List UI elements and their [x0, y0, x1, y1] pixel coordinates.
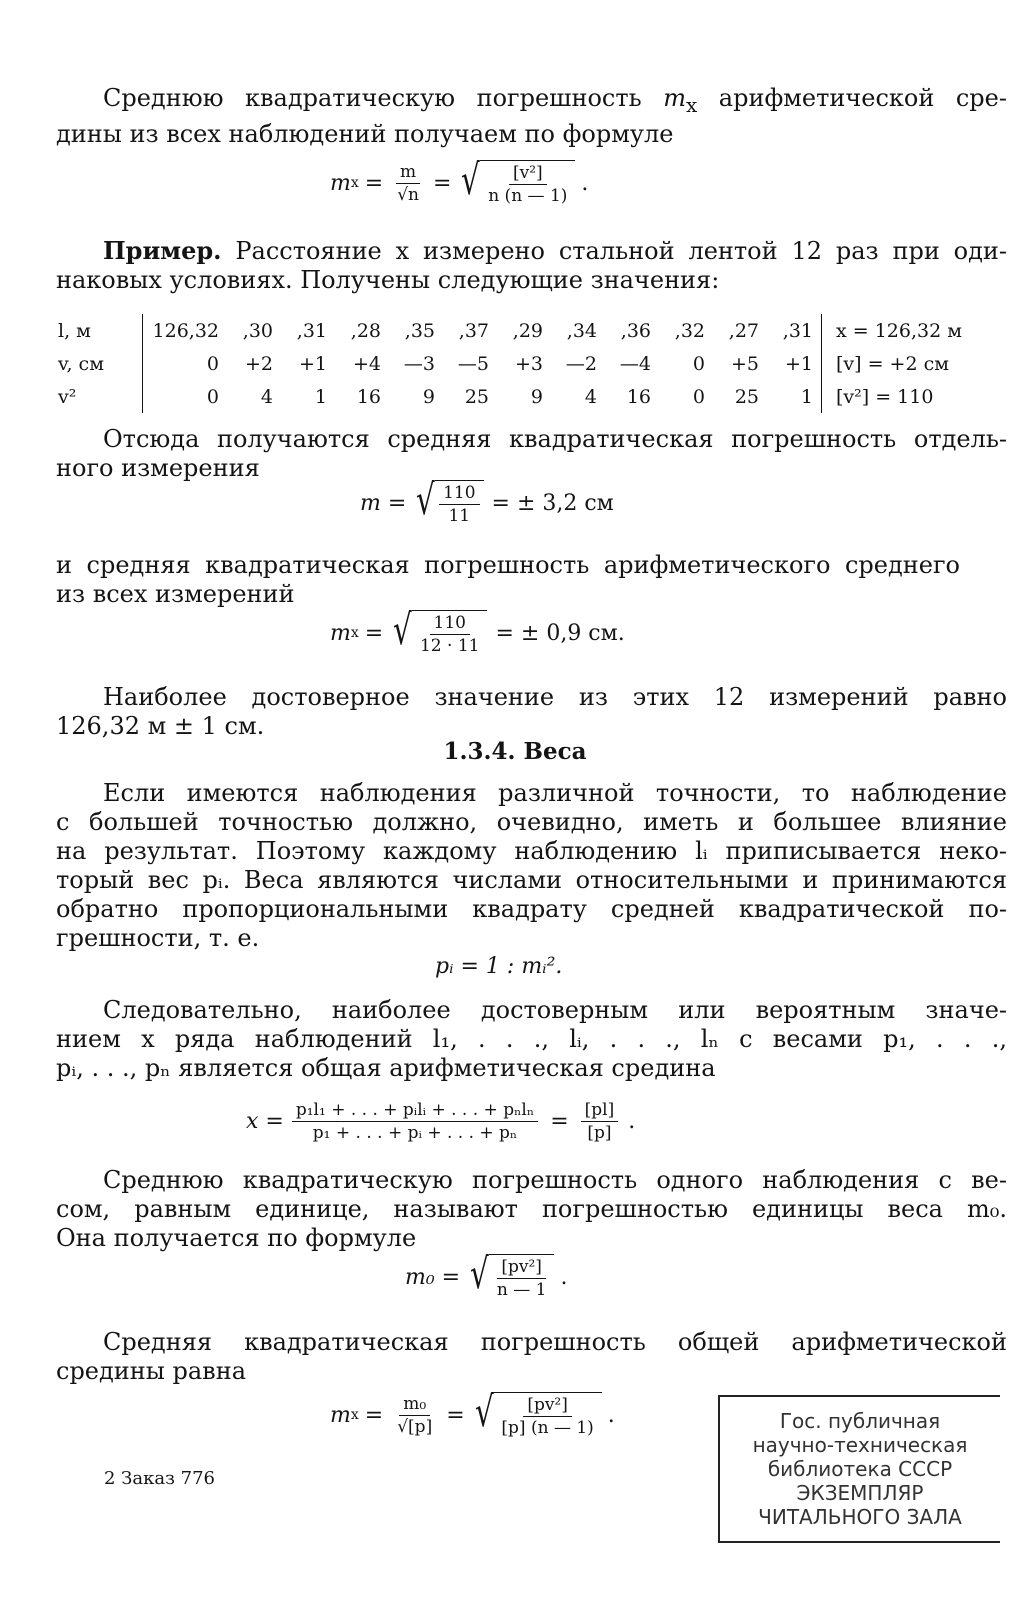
fraction: $\frac{\text{p₁l₁ + . . . + pᵢlᵢ + . . . + pₙlₙ}}{\text{p₁ + . . . + pᵢ + . . . + pₙ}}$ [292, 1100, 538, 1143]
table-cell: —5 [457, 352, 489, 375]
table-cell: ,34 [566, 319, 597, 342]
paragraph-mean-error [56, 551, 960, 609]
text-line: обратно пропорциональными квадрату средней квадратической по- [56, 895, 1007, 923]
paragraph-unit-weight-error [56, 1166, 1007, 1253]
library-stamp: Гос. публичная научно-техническая библиотека СССР ЭКЗЕМПЛЯР ЧИТАЛЬНОГО ЗАЛА [718, 1395, 1000, 1543]
page-footer-signature: 2 Заказ 776 [104, 1468, 215, 1489]
row-label: l, м [56, 314, 143, 347]
table-cell: 1 [800, 385, 813, 408]
formula-weighted-mean: x = $\frac{\text{p₁l₁ + . . . + pᵢlᵢ + . . . + pₙlₙ}}{\text{p₁ + . . . + pᵢ + . . . + pₙ}}$ = $\frac{[pl]}{[p]}$ . [246, 1100, 636, 1143]
text-line: нием x ряда наблюдений l₁, . . ., lᵢ, . . ., lₙ с весами p₁, . . ., [56, 1025, 1007, 1053]
radical: √ $\frac{\text{[pv²]}}{[p] (n — 1)}$ [471, 1392, 602, 1438]
table-cell: ,35 [404, 319, 435, 342]
table-cell: —3 [403, 352, 435, 375]
text-line: Наиболее достоверное значение из этих 12 измерений равно [103, 683, 1007, 711]
table-cell: ,27 [728, 319, 759, 342]
text-line: Если имеются наблюдения различной точности, то наблюдение [103, 779, 1007, 807]
text-line: из всех измерений [56, 580, 295, 608]
table-cell: 126,32 [152, 319, 219, 342]
paragraph-weighted-mean [56, 996, 1007, 1083]
paragraph-result [56, 683, 1007, 741]
text-line: ного измерения [56, 454, 260, 482]
fraction: $\frac{\text{m₀}}{√[p]}$ [397, 1393, 433, 1437]
text-line: торый вес pᵢ. Веса являются числами относительными и принимаются [56, 866, 1007, 894]
section-heading: 1.3.4. Веса [443, 738, 587, 765]
text-line: сом, равным единице, называют погрешностью единицы веса m₀. [56, 1195, 1007, 1223]
paragraph-single-error [56, 425, 1007, 483]
text-line: Отсюда получаются средняя квадратическая погрешность отдель- [103, 425, 1007, 453]
table-row [56, 380, 986, 413]
table-cell: +2 [244, 352, 273, 375]
table-cell: 16 [356, 385, 381, 408]
text-line: с большей точностью должно, очевидно, иметь и большее влияние [56, 808, 1007, 836]
text-line: на результат. Поэтому каждому наблюдению lᵢ приписывается неко- [56, 837, 1007, 865]
text-line: Пример. Расстояние x измерено стальной лентой 12 раз при оди- [103, 236, 1007, 265]
text-line: Средняя квадратическая погрешность общей арифметической [103, 1328, 1007, 1356]
text-line: грешности, т. е. [56, 924, 260, 952]
table-cell: —2 [565, 352, 597, 375]
table-row [56, 314, 986, 347]
row-label: v, см [56, 347, 143, 380]
formula-mx-weighted: m x = $\frac{\text{m₀}}{√[p]}$ = √ $\frac{\text{[pv²]}}{[p] (n — 1)}$ . [330, 1387, 615, 1438]
paragraph-mean-error-intro [56, 84, 1007, 149]
table-cell: 16 [626, 385, 651, 408]
paragraph-weights [56, 779, 1007, 953]
row-result: [v²] = 110 [822, 380, 987, 413]
row-result: x = 126,32 м [822, 314, 987, 347]
table-cell: +5 [730, 352, 759, 375]
table-cell: 9 [530, 385, 543, 408]
text-line: Среднюю квадратическую погрешность $m_x$ арифметической сре- [103, 84, 1007, 117]
table-cell: 4 [260, 385, 273, 408]
table-cell: ,36 [620, 319, 651, 342]
table-cell: ,37 [458, 319, 489, 342]
table-cell: ,31 [296, 319, 327, 342]
text-line: дины из всех наблюдений получаем по формуле [56, 119, 674, 148]
table-cell: +1 [298, 352, 327, 375]
text-line: Среднюю квадратическую погрешность одного наблюдения с ве- [103, 1166, 1007, 1194]
table-cell: 25 [464, 385, 489, 408]
radical: √ $\frac{110}{12 \cdot 11}$ [389, 610, 487, 656]
radical: √ $\frac{110}{11}$ [412, 480, 483, 526]
table-cell: ,32 [674, 319, 705, 342]
text-line: и средняя квадратическая погрешность арифметического среднего [56, 551, 960, 579]
formula-mx-example: m x = √ $\frac{110}{12 \cdot 11}$ = ± 0,9 см. [330, 605, 625, 656]
table-cell: 25 [734, 385, 759, 408]
fraction: $\frac{m}{√n}$ [397, 161, 419, 205]
text-line: Следовательно, наиболее достоверным или вероятным значе- [103, 996, 1007, 1024]
measurements-table [56, 314, 986, 413]
table-cell: ,30 [242, 319, 273, 342]
formula-m0: m₀ = √ $\frac{\text{[pv²]}}{n — 1}$ . [405, 1249, 568, 1300]
table-cell: +1 [784, 352, 813, 375]
table-cell: ,31 [782, 319, 813, 342]
table-cell: +3 [514, 352, 543, 375]
table-row [56, 347, 986, 380]
text-line: средины равна [56, 1357, 246, 1385]
table-cell: 1 [314, 385, 327, 408]
radical: √ $\frac{\text{[v²]}}{n (n — 1)}$ [457, 160, 575, 206]
formula-m: m = √ $\frac{110}{11}$ = ± 3,2 см [360, 475, 614, 526]
fraction: $\frac{[pl]}{[p]}$ [581, 1100, 619, 1143]
radical: √ $\frac{\text{[pv²]}}{n — 1}$ [466, 1254, 554, 1300]
table-cell: 9 [422, 385, 435, 408]
table-cell: 4 [584, 385, 597, 408]
text-line: Она получается по формуле [56, 1224, 417, 1252]
table-cell: ,29 [512, 319, 543, 342]
table-cell: 0 [206, 352, 219, 375]
formula-weight: pᵢ = 1 : mᵢ². [435, 954, 563, 979]
row-result: [v] = +2 см [822, 347, 987, 380]
table-cell: 0 [692, 385, 705, 408]
table-cell: ,28 [350, 319, 381, 342]
table-cell: 0 [692, 352, 705, 375]
text-line: pᵢ, . . ., pₙ является общая арифметическая средина [56, 1054, 716, 1082]
paragraph-general-mean-error [56, 1328, 1007, 1386]
paragraph-example [56, 236, 1007, 295]
table-cell: 0 [206, 385, 219, 408]
text-line: 126,32 м ± 1 см. [56, 712, 265, 740]
table-cell: +4 [352, 352, 381, 375]
formula-mx: m x = $\frac{m}{√n}$ = √ $\frac{\text{[v²]}}{n (n — 1)}$ . [330, 155, 589, 206]
text-line: наковых условиях. Получены следующие значения: [56, 266, 720, 294]
row-label: v² [56, 380, 143, 413]
table-cell: —4 [619, 352, 651, 375]
